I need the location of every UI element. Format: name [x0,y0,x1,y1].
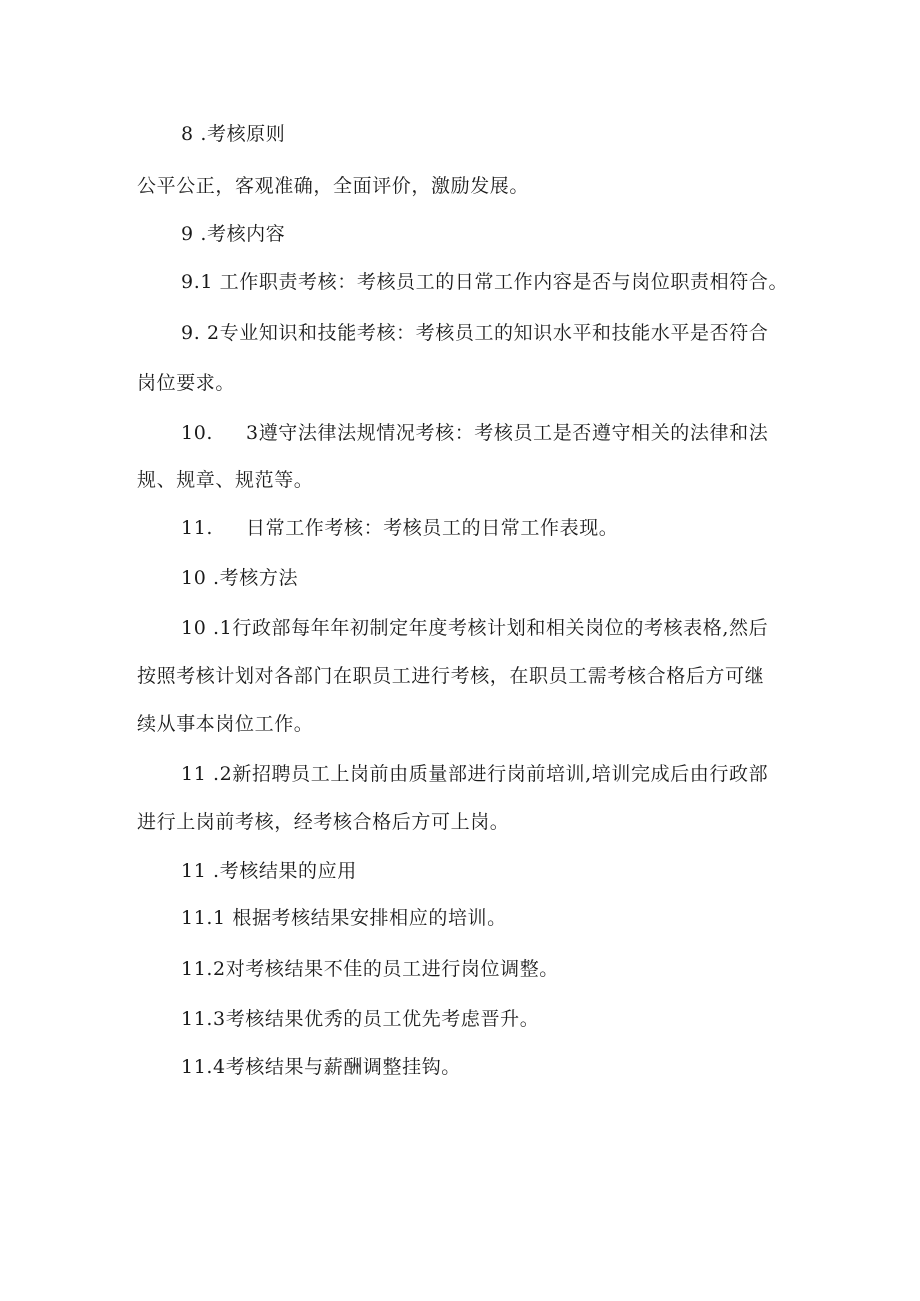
paragraph-line: 日常工作考核：考核员工的日常工作表现。 [246,517,619,539]
paragraph-line: 11.2对考核结果不佳的员工进行岗位调整。 [181,958,559,980]
section-heading-8: 8 .考核原则 [181,123,286,145]
paragraph-line: 续从事本岗位工作。 [137,713,314,735]
paragraph-line: 11.3考核结果优秀的员工优先考虑晋升。 [181,1008,540,1030]
paragraph-line: 10 .1行政部每年年初制定年度考核计划和相关岗位的考核表格,然后 [181,617,769,639]
paragraph-line: 3遵守法律法规情况考核：考核员工是否遵守相关的法律和法 [246,422,769,444]
paragraph-line: 岗位要求。 [137,372,236,394]
paragraph-line: 规、规章、规范等。 [137,469,314,491]
section-heading-10: 10 .考核方法 [181,567,299,589]
paragraph-line: 11 .2新招聘员工上岗前由质量部进行岗前培训,培训完成后由行政部 [181,763,769,785]
section-heading-11: 11 .考核结果的应用 [181,860,357,882]
paragraph-line: 按照考核计划对各部门在职员工进行考核，在职员工需考核合格后方可继 [137,665,765,687]
list-number: 11. [181,517,214,539]
paragraph-line: 11.1 根据考核结果安排相应的培训。 [181,907,507,929]
list-number: 10. [181,422,214,444]
paragraph-line: 11.4考核结果与薪酬调整挂钩。 [181,1056,461,1078]
paragraph-line: 9.1 工作职责考核：考核员工的日常工作内容是否与岗位职责相符合。 [181,271,789,293]
paragraph-line: 公平公正，客观准确，全面评价，激励发展。 [137,175,530,197]
section-heading-9: 9 .考核内容 [181,223,286,245]
paragraph-line: 9. 2专业知识和技能考核：考核员工的知识水平和技能水平是否符合 [181,322,769,344]
paragraph-line: 进行上岗前考核，经考核合格后方可上岗。 [137,811,510,833]
